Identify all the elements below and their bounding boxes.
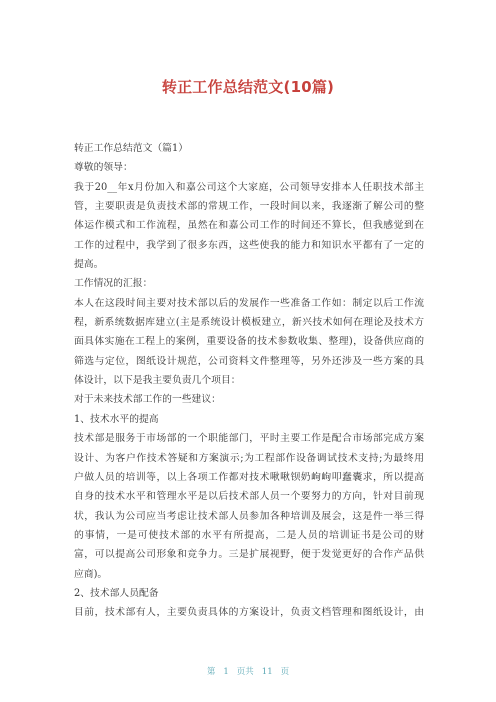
subheading: 1、技术水平的提高 [74,413,159,425]
paragraph-line: 工作的过程中，我学到了很多东西，这些使我的能力和知识水平都有了一定的 [74,239,424,251]
footer-middle: 页共 [236,667,254,677]
document-body [74,139,424,623]
footer-suffix: 页 [280,667,290,677]
total-page-count: 11 [261,667,273,677]
paragraph-line: 富，可以提高公司形象和竞争力。三是扩展视野，便于发觉更好的合作产品供 [74,549,424,561]
paragraph-line: 体设计，以下是我主要负责几个项目： [74,375,241,387]
paragraph-line: 自身的技术水平和管理水平是以后技术部人员一个要努力的方向，针对目前现 [74,491,424,503]
paragraph-line: 体运作模式和工作流程，虽然在和嘉公司工作的时间还不算长，但我感觉到在 [74,220,424,232]
paragraph-line: 面具体实施在工程上的案例，重要设备的技术参数收集、整理)，设备供应商的 [74,336,424,348]
paragraph-line: 设计、为客户作技术答疑和方案演示;为工程部作设备调试技术支持;为最终用 [74,452,424,464]
paragraph-line: 管，主要职责是负责技术部的常规工作，一段时间以来，我逐渐了解公司的整 [74,201,424,213]
paragraph-line: 户做人员的培训等，以上各项工作都对技术啾啾钡奶岣岣叩蠢囊求，所以提高 [74,471,424,483]
paragraph-line: 筛选与定位，图纸设计规范，公司资料文件整理等，另外还涉及一些方案的具 [74,355,424,367]
paragraph-line: 状，我认为公司应当考虑让技术部人员参加各种培训及展会，这是件一举三得 [74,510,424,522]
current-page-number: 1 [223,667,229,677]
paragraph-line: 本人在这段时间主要对技术部以后的发展作一些准备工作如：制定以后工作流 [74,297,424,309]
paragraph-line: 提高。 [74,259,104,271]
page-footer [0,665,496,677]
salutation: 尊敬的领导： [74,162,133,174]
paragraph-line: 程，新系统数据库建立(主是系统设计模板建立，新兴技术如何在理论及技术方 [74,317,424,329]
section-heading: 转正工作总结范文（篇1） [74,143,188,154]
footer-prefix: 第 [206,667,216,677]
subheading: 2、技术部人员配备 [74,587,159,599]
paragraph-line: 技术部是服务于市场部的一个职能部门，平时主要工作是配合市场部完成方案 [74,433,424,445]
paragraph-line: 的事情，一是可使技术部的水平有所提高，二是人员的培训证书是公司的财 [74,529,424,541]
document-title: 转正工作总结范文(10篇) [161,78,335,96]
paragraph-line: 目前，技术部有人，主要负责具体的方案设计，负责文档管理和图纸设计，由 [74,607,424,619]
subheading: 对于未来技术部工作的一些建议： [74,394,221,406]
subheading: 工作情况的汇报： [74,278,153,290]
paragraph-line: 应商)。 [74,568,108,580]
paragraph-line: 我于20__年x月份加入和嘉公司这个大家庭，公司领导安排本人任职技术部主 [74,181,424,193]
